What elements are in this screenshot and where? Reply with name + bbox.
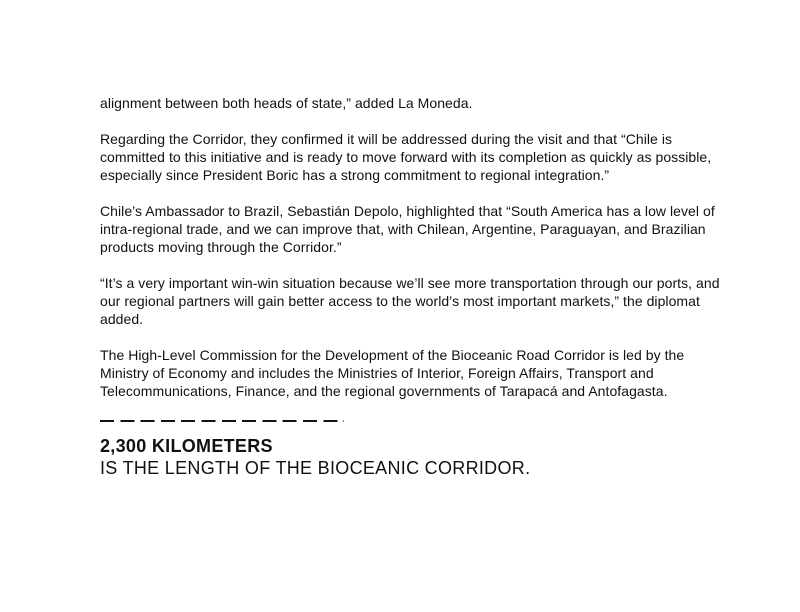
stat-caption: IS THE LENGTH OF THE BIOCEANIC CORRIDOR. — [100, 458, 531, 478]
article-paragraph: Chile’s Ambassador to Brazil, Sebastián Depolo, highlighted that “South America has a low level of intra-regional trade, and we can improve that, with Chilean, Argentine, Paraguayan, and Brazilian products moving through the Corridor.” — [100, 203, 715, 255]
article-paragraph: alignment between both heads of state,” added La Moneda. — [100, 95, 473, 111]
stat-figure: 2,300 KILOMETERS — [100, 436, 273, 456]
dashed-divider — [100, 420, 344, 422]
stat-callout — [100, 420, 720, 479]
article-body — [100, 94, 720, 479]
article-paragraph: “It’s a very important win-win situation because we’ll see more transportation through our ports, and our regional partners will gain better access to the world’s most important markets,” the diplomat added. — [100, 275, 720, 327]
article-paragraph: The High-Level Commission for the Development of the Bioceanic Road Corridor is led by the Ministry of Economy and includes the Ministries of Interior, Foreign Affairs, Transport and Telecommunications, Finance, and the regional governments of Tarapacá and Antofagasta. — [100, 347, 685, 399]
article-paragraph: Regarding the Corridor, they confirmed it will be addressed during the visit and that “Chile is committed to this initiative and is ready to move forward with its completion as quickly as possible, especially since President Boric has a strong commitment to regional integration.” — [100, 131, 712, 183]
